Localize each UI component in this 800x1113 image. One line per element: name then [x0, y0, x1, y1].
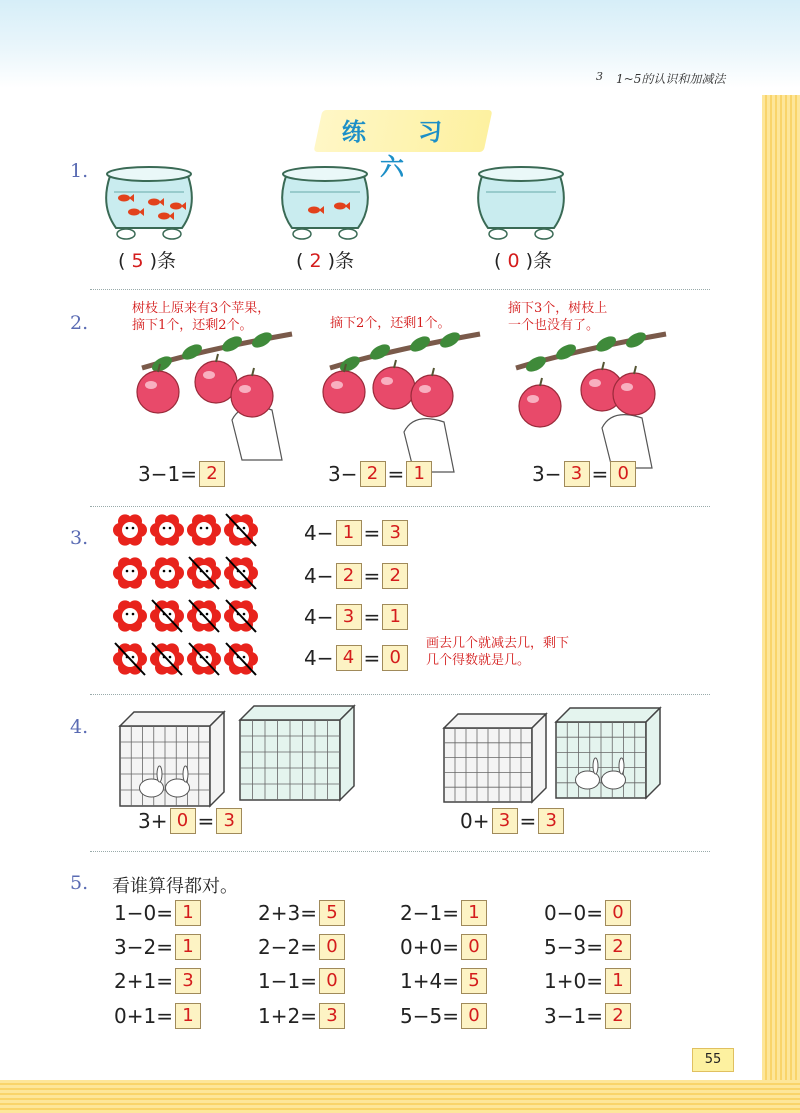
q5-equation: [114, 900, 203, 926]
q5-equation: [400, 968, 489, 994]
q5-expression: 1+0=: [544, 969, 603, 993]
q2-eq3-a: 3: [532, 462, 545, 486]
answer-box: 0: [170, 808, 196, 834]
q4-number: 4.: [70, 716, 89, 738]
answer-box: 5: [319, 900, 345, 926]
answer-box: 0: [319, 934, 345, 960]
q3-eq2-a: 4: [304, 564, 317, 588]
rabbit-ear: [183, 766, 188, 782]
cage-top: [444, 714, 546, 728]
q2-eq1-b: 1: [167, 462, 181, 486]
q5-equation: [544, 934, 633, 960]
answer-box: 1: [461, 900, 487, 926]
q1-answer-value-2: 2: [309, 250, 322, 272]
q5-expression: 2+3=: [258, 901, 317, 925]
answer-box: 3: [382, 520, 408, 546]
q4-eq1-op: +: [150, 809, 168, 833]
cage: [556, 708, 660, 798]
answer-box: 3: [564, 461, 590, 487]
answer-box: 3: [319, 1003, 345, 1029]
q5-expression: 3−1=: [544, 1004, 603, 1028]
q4-equation-2: [460, 808, 566, 834]
answer-box: 2: [336, 563, 362, 589]
chapter-number: 3: [596, 70, 603, 83]
cage-top: [240, 706, 354, 720]
q5-equation: [400, 1003, 489, 1029]
answer-box: 2: [605, 934, 631, 960]
q5-equation: [258, 1003, 347, 1029]
answer-box: 0: [319, 968, 345, 994]
q5-equation: [544, 968, 633, 994]
rabbit-ear: [619, 758, 624, 774]
page-number: 55: [692, 1048, 734, 1072]
answer-box: 1: [406, 461, 432, 487]
answer-box: 5: [461, 968, 487, 994]
q5-equation: [114, 968, 203, 994]
q2-note-3-line-1: 摘下3个，树枝上: [508, 301, 608, 316]
q5-expression: 5−3=: [544, 935, 603, 959]
q5-prompt: 看谁算得都对。: [112, 876, 238, 897]
divider: [90, 851, 710, 852]
q5-equation: [114, 934, 203, 960]
answer-box: 1: [175, 1003, 201, 1029]
q5-expression: 5−5=: [400, 1004, 459, 1028]
q5-equation: [400, 934, 489, 960]
q2-eq3-op: −: [544, 462, 562, 486]
q5-equation: [544, 900, 633, 926]
q3-eq1-a: 4: [304, 521, 317, 545]
answer-box: 2: [605, 1003, 631, 1029]
answer-box: 1: [336, 520, 362, 546]
answer-box: 1: [605, 968, 631, 994]
q4-eq2-op: +: [472, 809, 490, 833]
q3-number: 3.: [70, 527, 89, 549]
q5-expression: 2−2=: [258, 935, 317, 959]
answer-box: 2: [199, 461, 225, 487]
q5-expression: 0+1=: [114, 1004, 173, 1028]
cage-side: [340, 706, 354, 800]
q2-eq2-a: 3: [328, 462, 341, 486]
q1-answer-2: ( 2 )条: [296, 250, 355, 272]
q5-expression: 0−0=: [544, 901, 603, 925]
answer-box: 0: [610, 461, 636, 487]
q3-eq3-eq: =: [363, 605, 381, 629]
answer-box: 2: [382, 563, 408, 589]
q2-note-1-line-2: 摘下1个，还剩2个。: [132, 318, 253, 333]
q2-eq1-a: 3: [138, 462, 151, 486]
q2-number: 2.: [70, 312, 89, 334]
q5-equation: [400, 900, 489, 926]
q5-expression: 0+0=: [400, 935, 459, 959]
q4-eq2-eq: =: [519, 809, 537, 833]
cage-side: [646, 708, 660, 798]
q3-eq2-eq: =: [363, 564, 381, 588]
q1-unit-1: 条: [157, 250, 177, 272]
q4-eq2-a: 0: [460, 809, 473, 833]
q3-note-line-1: 画去几个就减去几，剩下: [426, 636, 570, 651]
cage-side: [532, 714, 546, 802]
q3-eq2-op: −: [316, 564, 334, 588]
answer-box: 1: [382, 604, 408, 630]
q1-unit-3: 条: [533, 250, 553, 272]
answer-box: 0: [461, 1003, 487, 1029]
q1-answer-value-1: 5: [131, 250, 144, 272]
cage: [120, 712, 224, 806]
q3-eq4-eq: =: [363, 646, 381, 670]
cage-top: [120, 712, 224, 726]
q5-equation: [258, 968, 347, 994]
q5-equation: [114, 1003, 203, 1029]
q4-equation-1: [138, 808, 244, 834]
chapter-title: 1~5的认识和加减法: [616, 72, 726, 86]
q1-answer-value-3: 0: [507, 250, 520, 272]
q5-equation: [544, 1003, 633, 1029]
answer-box: 0: [605, 900, 631, 926]
q4-eq1-a: 3: [138, 809, 151, 833]
q3-eq1-eq: =: [363, 521, 381, 545]
cage: [240, 706, 354, 800]
q3-note-line-2: 几个得数就是几。: [426, 653, 531, 668]
answer-box: 3: [492, 808, 518, 834]
answer-box: 3: [216, 808, 242, 834]
answer-box: 2: [360, 461, 386, 487]
q3-eq4-op: −: [316, 646, 334, 670]
q5-expression: 1+2=: [258, 1004, 317, 1028]
q3-eq1-op: −: [316, 521, 334, 545]
answer-box: 0: [382, 645, 408, 671]
answer-box: 3: [538, 808, 564, 834]
rabbit-ear: [157, 766, 162, 782]
rabbit-ear: [593, 758, 598, 774]
q5-expression: 2+1=: [114, 969, 173, 993]
q1-unit-2: 条: [335, 250, 355, 272]
answer-box: 3: [336, 604, 362, 630]
q2-eq1-op: −: [150, 462, 168, 486]
q5-equation: [258, 900, 347, 926]
q5-expression: 2−1=: [400, 901, 459, 925]
q3-eq4-a: 4: [304, 646, 317, 670]
q5-expression: 3−2=: [114, 935, 173, 959]
q2-eq3-eq: =: [591, 462, 609, 486]
page-title: 练 习 六: [341, 117, 465, 181]
q5-number: 5.: [70, 872, 89, 894]
q5-expression: 1+4=: [400, 969, 459, 993]
q2-eq2-eq: =: [387, 462, 405, 486]
cage-top: [556, 708, 660, 722]
answer-box: 1: [175, 934, 201, 960]
answer-box: 1: [175, 900, 201, 926]
cage-side: [210, 712, 224, 806]
q1-answer-1: ( 5 )条: [118, 250, 177, 272]
q2-note-2-line-1: 摘下2个，还剩1个。: [330, 316, 451, 331]
q2-eq1-eq: =: [180, 462, 197, 486]
q1-answer-3: ( 0 )条: [494, 250, 553, 272]
answer-box: 3: [175, 968, 201, 994]
q4-eq1-eq: =: [197, 809, 215, 833]
q5-equation: [258, 934, 347, 960]
answer-box: 4: [336, 645, 362, 671]
cage: [444, 714, 546, 802]
q1-number: 1.: [70, 160, 89, 182]
q2-note-1-line-1: 树枝上原来有3个苹果，: [132, 301, 271, 316]
q3-eq3-op: −: [316, 605, 334, 629]
q2-eq2-op: −: [340, 462, 358, 486]
q5-expression: 1−0=: [114, 901, 173, 925]
q3-eq3-a: 4: [304, 605, 317, 629]
q5-expression: 1−1=: [258, 969, 317, 993]
answer-box: 0: [461, 934, 487, 960]
q2-note-3-line-2: 一个也没有了。: [508, 318, 600, 333]
